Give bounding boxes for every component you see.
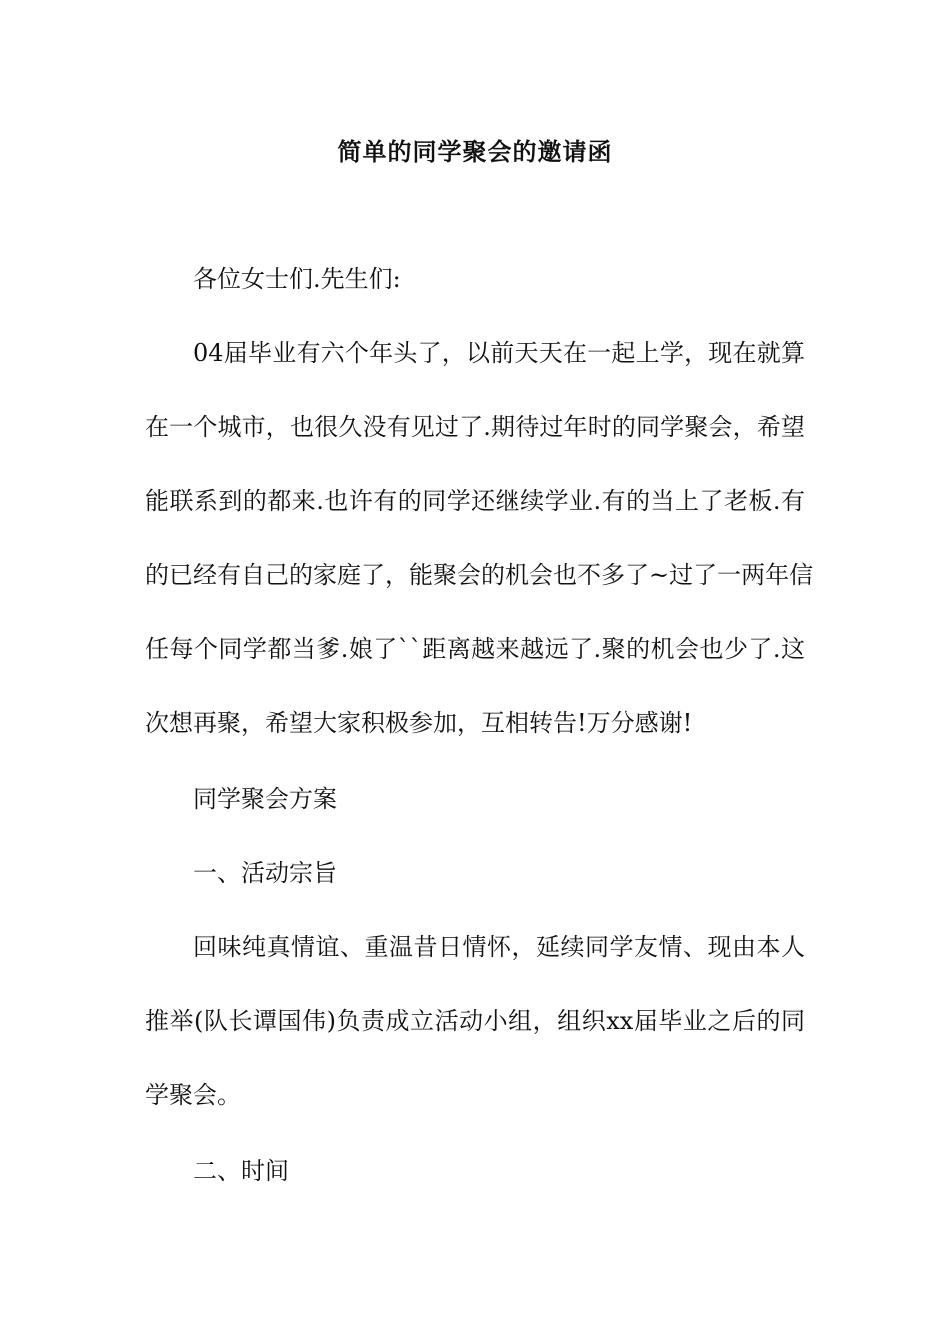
purpose-line-3: 学聚会。 [145, 1081, 241, 1109]
body-line-3: 能联系到的都来.也许有的同学还继续学业.有的当上了老板.有 [145, 487, 805, 515]
purpose-line-2: 推举(队长谭国伟)负责成立活动小组，组织xx届毕业之后的同 [145, 1007, 805, 1035]
salutation: 各位女士们.先生们: [193, 265, 401, 293]
body-line-1: 04届毕业有六个年头了，以前天天在一起上学，现在就算 [193, 339, 805, 367]
body-line-2: 在一个城市，也很久没有见过了.期待过年时的同学聚会，希望 [145, 413, 805, 441]
plan-heading: 同学聚会方案 [193, 785, 337, 813]
section-heading-time: 二、时间 [193, 1157, 289, 1185]
section-heading-purpose: 一、活动宗旨 [193, 859, 337, 887]
document-title: 简单的同学聚会的邀请函 [337, 137, 613, 166]
body-line-6: 次想再聚，希望大家积极参加，互相转告!万分感谢! [145, 709, 693, 737]
purpose-line-1: 回味纯真情谊、重温昔日情怀，延续同学友情、现由本人 [193, 933, 805, 961]
body-line-5: 任每个同学都当爹.娘了``距离越来越远了.聚的机会也少了.这 [145, 635, 805, 663]
body-line-4: 的已经有自己的家庭了，能聚会的机会也不多了~过了一两年信 [145, 561, 814, 589]
